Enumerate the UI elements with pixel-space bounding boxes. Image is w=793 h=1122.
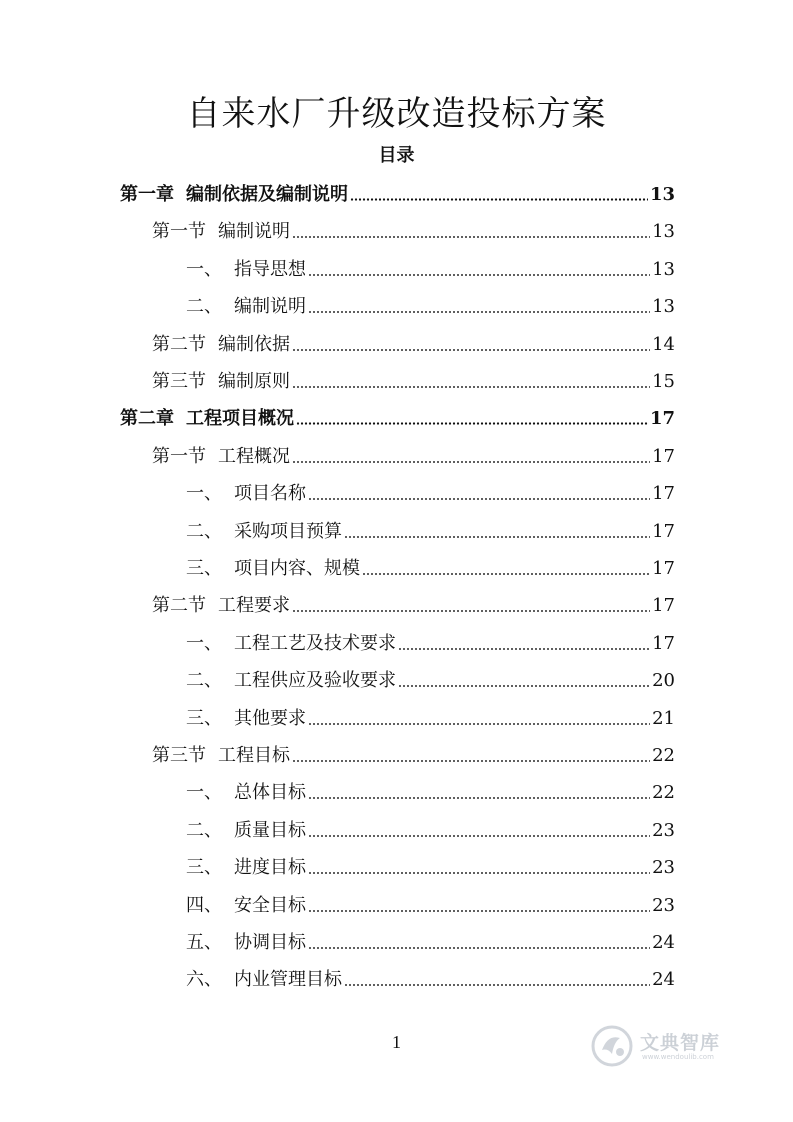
toc-entry-label — [186, 820, 306, 842]
toc-entry-label — [152, 446, 290, 468]
toc-dot-leader — [308, 311, 650, 313]
toc-entry-prefix: 二、 — [186, 819, 222, 841]
toc-entry[interactable] — [186, 550, 675, 580]
toc-entry-label — [186, 969, 342, 991]
toc-entry[interactable] — [186, 251, 675, 281]
toc-entry-prefix: 三、 — [186, 558, 222, 579]
toc-entry[interactable] — [186, 774, 675, 804]
toc-heading: 目录 — [378, 145, 415, 166]
toc-entry-text: 工程供应及验收要求 — [234, 670, 396, 692]
toc-entry[interactable] — [120, 400, 675, 430]
watermark-url: www.wendoulib.com — [642, 1053, 714, 1061]
toc-entry-text: 工程工艺及技术要求 — [234, 632, 396, 654]
toc-entry-prefix: 六、 — [186, 969, 222, 991]
toc-entry-prefix: 一、 — [186, 483, 222, 505]
toc-entry-label — [152, 221, 290, 243]
toc-entry-page: 15 — [652, 371, 675, 392]
toc-entry-prefix: 二、 — [186, 520, 222, 542]
toc-entry-label — [152, 334, 290, 356]
toc-entry-page: 24 — [652, 932, 675, 953]
toc-dot-leader — [344, 536, 650, 538]
toc-dot-leader — [292, 386, 650, 388]
toc-entry-page: 17 — [652, 595, 675, 617]
toc-entry-prefix: 一、 — [186, 258, 222, 280]
toc-entry-page: 23 — [652, 894, 675, 916]
toc-entry[interactable] — [152, 363, 675, 393]
toc-entry-text: 编制原则 — [218, 371, 290, 392]
toc-entry-text: 工程要求 — [218, 595, 290, 617]
toc-entry-prefix: 二、 — [186, 670, 222, 692]
toc-dot-leader — [292, 760, 650, 762]
toc-entry-label — [152, 371, 290, 393]
toc-entry-text: 项目名称 — [234, 483, 306, 505]
toc-entry-text: 总体目标 — [234, 782, 306, 804]
toc-entry-page: 13 — [652, 258, 675, 280]
toc-entry-prefix: 四、 — [186, 894, 222, 916]
toc-entry-prefix: 一、 — [186, 782, 222, 804]
toc-entry-text: 进度目标 — [234, 857, 306, 879]
toc-dot-leader — [350, 198, 648, 201]
toc-entry-label — [186, 670, 396, 692]
toc-dot-leader — [308, 872, 650, 874]
toc-entry[interactable] — [186, 513, 675, 543]
watermark — [590, 1022, 760, 1070]
toc-dot-leader — [344, 984, 650, 986]
toc-entry-page: 23 — [652, 819, 675, 841]
toc-entry[interactable] — [152, 587, 675, 617]
toc-entry-text: 编制依据 — [218, 333, 290, 355]
toc-entry-text: 工程项目概况 — [186, 408, 294, 430]
toc-entry[interactable] — [152, 213, 675, 243]
toc-entry[interactable] — [186, 887, 675, 917]
toc-entry[interactable] — [186, 662, 675, 692]
toc-entry-page: 17 — [652, 520, 675, 542]
toc-dot-leader — [308, 835, 650, 837]
toc-entry-prefix: 一、 — [186, 632, 222, 654]
toc-entry-prefix: 第一节 — [152, 221, 206, 243]
toc-entry[interactable] — [186, 288, 675, 318]
toc-dot-leader — [398, 648, 650, 650]
toc-entry-page: 17 — [652, 445, 675, 467]
toc-entry[interactable] — [152, 326, 675, 356]
toc-entry-text: 工程目标 — [218, 745, 290, 766]
toc-entry-page: 22 — [652, 782, 675, 804]
toc-entry-page: 14 — [652, 333, 675, 355]
toc-entry-prefix: 第二节 — [152, 595, 206, 617]
toc-entry[interactable] — [186, 700, 675, 730]
toc-entry[interactable] — [186, 475, 675, 505]
toc-dot-leader — [308, 910, 650, 912]
toc-entry-label — [186, 259, 306, 281]
toc-entry-text: 其他要求 — [234, 707, 306, 729]
toc-entry-text: 编制依据及编制说明 — [186, 184, 348, 205]
toc-entry-label — [186, 296, 306, 318]
toc-entry-label — [152, 745, 290, 767]
toc-entry-label — [186, 895, 306, 917]
toc-entry-text: 质量目标 — [234, 819, 306, 841]
toc-dot-leader — [308, 947, 650, 949]
toc-entry-prefix: 三、 — [186, 857, 222, 879]
toc-entry[interactable] — [152, 438, 675, 468]
toc-entry-text: 采购项目预算 — [234, 520, 342, 542]
toc-dot-leader — [362, 573, 650, 575]
toc-entry-page: 20 — [652, 670, 675, 692]
toc-entry-label — [186, 708, 306, 730]
toc-entry-prefix: 第二节 — [152, 333, 206, 355]
toc-entry-label — [186, 932, 306, 954]
toc-dot-leader — [308, 498, 650, 500]
toc-entry-page: 17 — [652, 632, 675, 654]
toc-entry-label — [152, 595, 290, 617]
toc-entry-text: 编制说明 — [218, 221, 290, 243]
toc-entry[interactable] — [120, 176, 675, 206]
toc-dot-leader — [292, 349, 650, 351]
document-title: 自来水厂升级改造投标方案 — [186, 94, 607, 134]
toc-entry-label — [186, 633, 396, 655]
toc-dot-leader — [292, 461, 650, 463]
toc-entry-label — [186, 782, 306, 804]
toc-entry-prefix: 三、 — [186, 707, 222, 729]
toc-entry-page: 17 — [649, 408, 675, 430]
toc-dot-leader — [398, 685, 650, 687]
toc-entry-prefix: 第二章 — [120, 408, 174, 430]
toc-dot-leader — [308, 797, 650, 799]
toc-entry-page: 17 — [652, 558, 675, 579]
toc-entry-page: 17 — [652, 483, 675, 505]
toc-entry[interactable] — [186, 924, 675, 954]
toc-entry[interactable] — [186, 812, 675, 842]
toc-dot-leader — [308, 723, 650, 725]
toc-entry-text: 项目内容、规模 — [234, 558, 360, 579]
toc-entry-text: 安全目标 — [234, 894, 306, 916]
toc-entry-label — [120, 184, 348, 206]
toc-entry-label — [186, 857, 306, 879]
toc-entry-prefix: 五、 — [186, 932, 222, 953]
toc-dot-leader — [296, 422, 648, 425]
toc-entry-label — [186, 521, 342, 543]
toc-dot-leader — [308, 274, 650, 276]
toc-entry-label — [186, 483, 306, 505]
toc-entry-text: 编制说明 — [234, 296, 306, 318]
toc-entry-text: 协调目标 — [234, 932, 306, 953]
toc-entry-label — [186, 558, 360, 580]
toc-entry-page: 21 — [652, 707, 675, 729]
toc-entry-prefix: 第一节 — [152, 445, 206, 467]
toc-entry-page: 22 — [652, 745, 675, 766]
wendu-logo-icon — [590, 1024, 634, 1068]
toc-entry-page: 23 — [652, 857, 675, 879]
toc-entry[interactable] — [152, 737, 675, 767]
toc-entry-page: 24 — [652, 969, 675, 991]
toc-entry-prefix: 第三节 — [152, 745, 206, 766]
toc-entry-page: 13 — [652, 221, 675, 243]
toc-entry[interactable] — [186, 625, 675, 655]
toc-entry-label — [120, 408, 294, 430]
toc-entry-prefix: 第一章 — [120, 184, 174, 205]
watermark-text: 文典智库 — [640, 1032, 721, 1054]
toc-entry-text: 指导思想 — [234, 258, 306, 280]
toc-entry-text: 内业管理目标 — [234, 969, 342, 991]
page-number: 1 — [392, 1032, 401, 1052]
toc-entry[interactable] — [186, 961, 675, 991]
toc-dot-leader — [292, 610, 650, 612]
toc-entry-page: 13 — [652, 296, 675, 318]
toc-entry-prefix: 第三节 — [152, 371, 206, 392]
toc-entry-prefix: 二、 — [186, 296, 222, 318]
toc-entry-text: 工程概况 — [218, 445, 290, 467]
toc-dot-leader — [292, 236, 650, 238]
toc-entry[interactable] — [186, 849, 675, 879]
toc-entry-page: 13 — [649, 184, 675, 205]
